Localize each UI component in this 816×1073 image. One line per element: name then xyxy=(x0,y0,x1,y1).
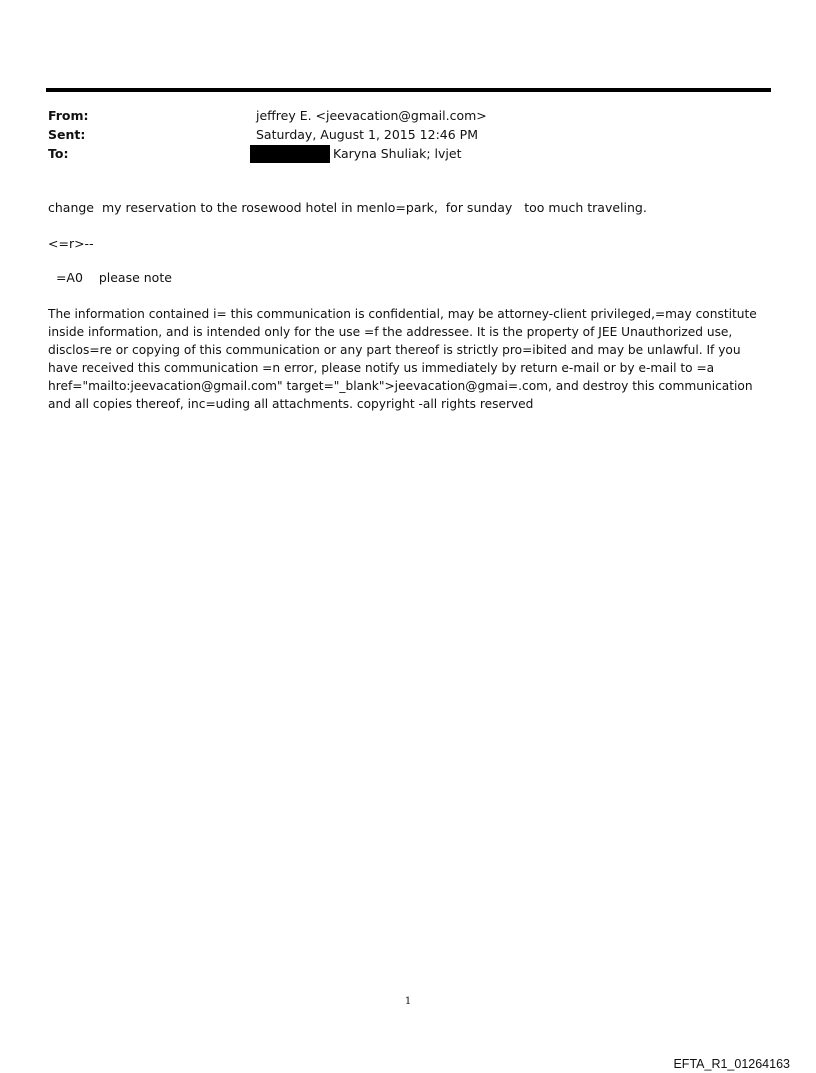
sent-value: Saturday, August 1, 2015 12:46 PM xyxy=(256,127,478,142)
message-line: change my reservation to the rosewood hotel in menlo=park, for sunday too much traveling. xyxy=(48,200,647,215)
from-value: jeffrey E. <jeevacation@gmail.com> xyxy=(256,108,487,123)
confidentiality-disclaimer: The information contained i= this communication is confidential, may be attorney-client privileged,=may constitute inside information, and is intended only for the use =f the addressee. It is the property of JEE Unauthorized use, disclos=re or copying of this communication or any part thereof is strictly pro=ibited and may be unlawful. If you have received this communication =n error, please notify us immediately by return e-mail or by e-mail to =a href="mailto:jeevacation@gmail.com" target="_blank">jeevacation@gmai=.com, and destroy this communication and all copies thereof, inc=uding all attachments. copyright -all rights reserved xyxy=(48,307,757,411)
page-number: 1 xyxy=(404,996,412,1007)
to-label: To: xyxy=(48,146,69,161)
header-rule xyxy=(46,88,771,92)
to-value: Karyna Shuliak; lvjet xyxy=(333,146,462,161)
sent-label: Sent: xyxy=(48,127,86,142)
from-label: From: xyxy=(48,108,89,123)
redaction-block xyxy=(250,145,330,163)
signature-marker: <=r>-- xyxy=(48,236,94,251)
please-note-line: =A0 please note xyxy=(48,270,172,285)
document-id: EFTA_R1_01264163 xyxy=(673,1057,790,1071)
